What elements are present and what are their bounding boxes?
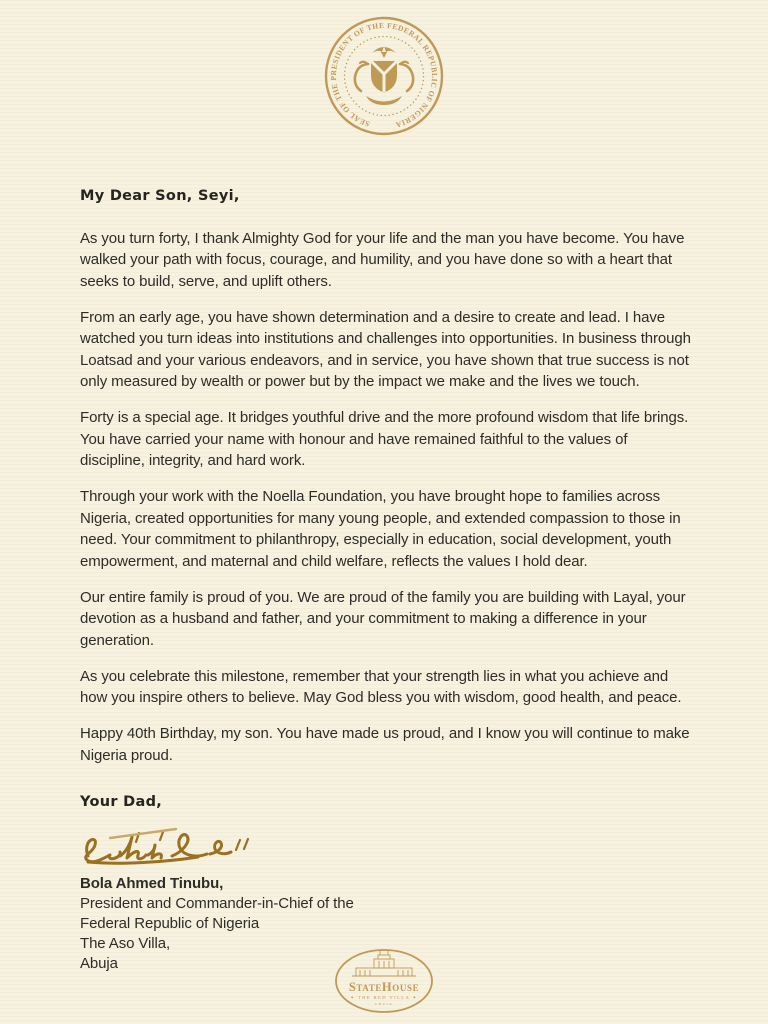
signature-icon — [76, 818, 306, 870]
letter-paragraph: Our entire family is proud of you. We are proud of the family you are building with Layal, your devotion as a husband and father, and your commitment to making a difference in your generation. — [80, 588, 686, 649]
letter-paragraph: Happy 40th Birthday, my son. You have made us proud, and I know you will continue to make Nigeria proud. — [80, 725, 690, 764]
signatory-address-line: The Aso Villa, — [80, 934, 171, 952]
statehouse-city: ABUJA — [374, 1002, 394, 1006]
letter-paragraph: As you turn forty, I thank Almighty God for your life and the man you have become. You have walked your path with focus, courage, and humility, and you have done so with a heart that seeks to build, serve, and uplift others. — [80, 229, 685, 290]
statehouse-subtitle: ✦ THE RED VILLA ✦ — [350, 995, 418, 1000]
closing: Your Dad, — [80, 794, 163, 810]
letter-paragraph: As you celebrate this milestone, remember that your strength lies in what you achieve and how you inspire others to believe. May God bless you with wisdom, good health, and peace. — [80, 667, 682, 706]
seal-circular-text: SEAL OF THE PRESIDENT OF THE FEDERAL REPUBLIC OF NIGERIA — [328, 20, 440, 130]
statehouse-title: StateHouse — [348, 980, 420, 994]
signatory-title-line: Federal Republic of Nigeria — [80, 914, 260, 932]
villa-building-icon — [352, 951, 416, 976]
letter-paragraph: Through your work with the Noella Foundation, you have brought hope to families across Nigeria, created opportunities for many young people, and extended compassion to those in need. Your commitment to philanthropy, especially in education, social development, youth empowerment, and maternal and child welfare, reflects the values I hold dear. — [80, 488, 681, 570]
signatory-address-line: Abuja — [80, 954, 118, 972]
letter-paragraph: From an early age, you have shown determination and a desire to create and lead. I have watched you turn ideas into institutions and challenges into opportunities. In business through Loatsad and your various endeavors, and in service, you have shown that true success is not only measured by wealth or power but by the impact we make and the lives we touch. — [80, 308, 691, 390]
salutation: My Dear Son, Seyi, — [80, 188, 240, 204]
letter-paragraph: Forty is a special age. It bridges youthful drive and the more profound wisdom that life brings. You have carried your name with honour and have remained faithful to the values of discipline, integrity, and hard work. — [80, 409, 689, 469]
coat-of-arms-icon — [355, 46, 413, 105]
paragraphs — [80, 228, 694, 767]
footer-logo-container — [0, 946, 768, 1018]
seal-container — [0, 14, 768, 138]
signatory-name: Bola Ahmed Tinubu, — [80, 874, 224, 892]
signatory-title-line: President and Commander-in-Chief of the — [80, 894, 354, 912]
presidential-seal-icon — [322, 14, 446, 138]
statehouse-logo-icon — [332, 946, 436, 1018]
letter-body — [80, 186, 694, 974]
